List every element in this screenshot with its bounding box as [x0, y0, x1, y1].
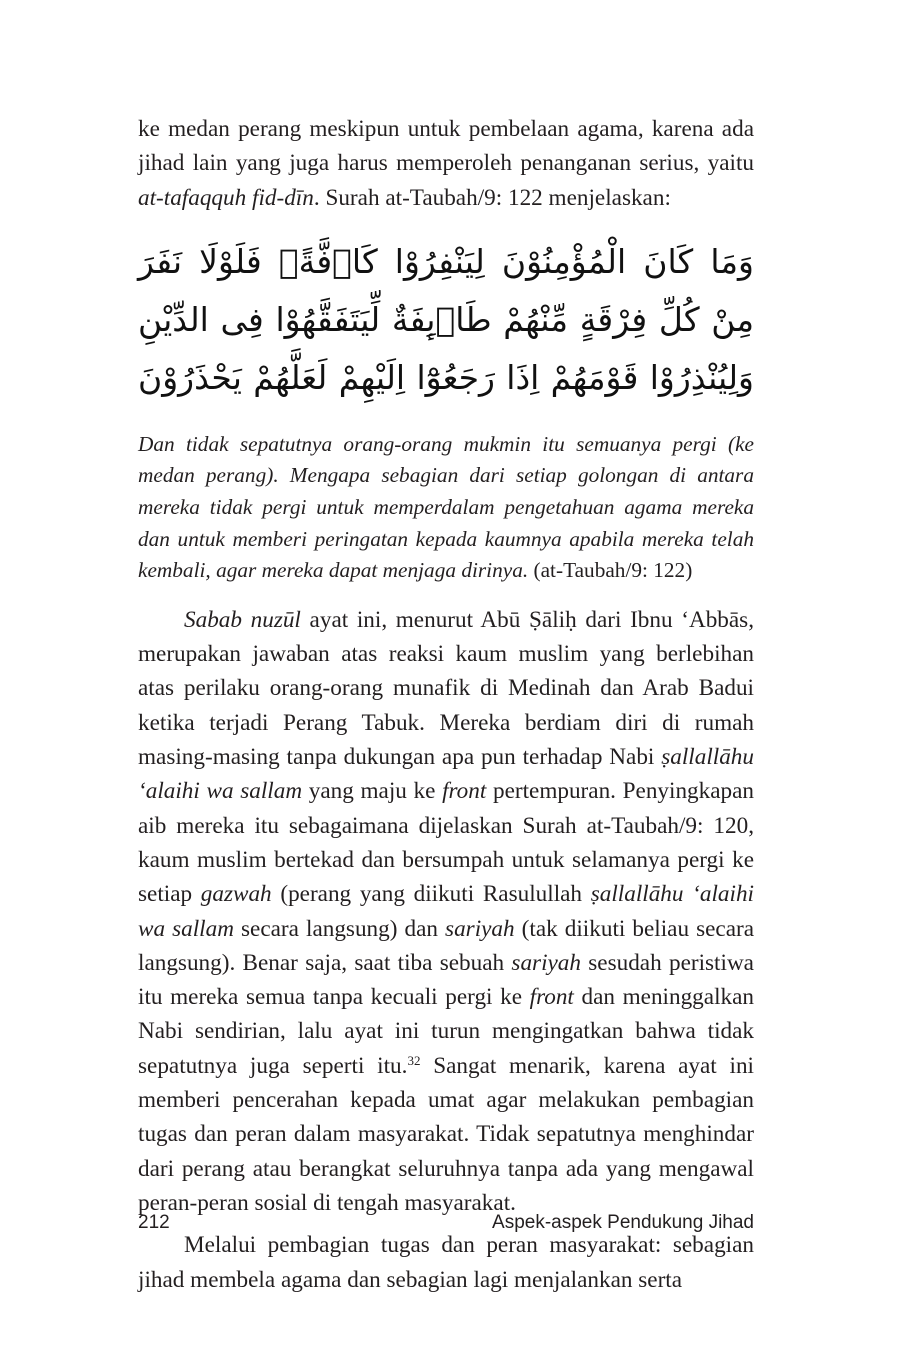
- intro-text-2: . Surah at-Taubah/9: 122 menjelaskan:: [313, 184, 671, 211]
- text-run: dan meninggalkan Nabi sendirian, lalu ayat ini turun mengingatkan bahwa tidak sepatutnya juga seperti itu.: [138, 984, 754, 1079]
- footnote-marker: 32: [407, 1052, 421, 1068]
- translation-reference: (at-Taubah/9: 122): [528, 558, 693, 583]
- text-run: secara langsung) dan: [233, 915, 446, 942]
- running-title: Aspek-aspek Pendukung Jihad: [492, 1212, 754, 1233]
- term: gazwah: [200, 881, 272, 908]
- verse-translation: [138, 429, 754, 587]
- page-footer: [138, 1212, 754, 1242]
- text-run: ayat ini, menurut Abū Ṣāliḥ dari Ibnu ‘Abbās, merupakan jawaban atas reaksi kaum muslim yang berlebihan atas perilaku orang-orang munafik di Medinah dan Arab Badui ketika terjadi Perang Tabuk. Mereka berdiam diri di rumah masing-masing tanpa dukungan apa pun terhadap Nabi: [138, 606, 755, 771]
- text-run: (perang yang diikuti Rasulullah: [271, 881, 591, 908]
- text-run: (tak diikuti beliau secara langsung). Benar saja, saat tiba sebuah: [138, 915, 755, 976]
- page-body: [138, 112, 754, 1297]
- term: ṣallallāhu ‘alaihi wa sallam: [138, 881, 754, 942]
- intro-text-1: ke medan perang meskipun untuk pembelaan agama, karena ada jihad lain yang juga harus memperoleh penanganan serius, yaitu: [138, 116, 754, 177]
- sabab-nuzul-paragraph: [138, 603, 754, 1220]
- intro-term: at-tafaqquh fid-dīn: [138, 184, 314, 211]
- term: sariyah: [511, 949, 581, 976]
- term: Sabab nuzūl: [184, 606, 301, 633]
- text-run: yang maju ke: [302, 778, 443, 805]
- term: ṣallallāhu ‘alaihi wa sallam: [138, 744, 754, 805]
- term: sariyah: [445, 915, 515, 942]
- translation-text: Dan tidak sepatutnya orang-orang mukmin itu semuanya pergi (ke medan perang). Mengapa sebagian dari setiap golongan di antara mereka tidak pergi untuk memperdalam pengetahuan agama mereka dan untuk memberi peringatan kepada kaumnya apabila mereka telah kembali, agar mereka dapat menjaga dirinya.: [138, 431, 754, 583]
- term: front: [442, 778, 487, 805]
- arabic-verse: وَمَا كَانَ الْمُؤْمِنُوْنَ لِيَنْفِرُوْا كَاۤفَّةًۗ فَلَوْلَا نَفَرَ مِنْ كُلِّ فِرْقَةٍ مِّنْهُمْ طَاۤىِٕفَةٌ لِّيَتَفَقَّهُوْا فِى الدِّيْنِ وَلِيُنْذِرُوْا قَوْمَهُمْ اِذَا رَجَعُوْٓا اِلَيْهِمْ لَعَلَّهُمْ يَحْذَرُوْنَ: [138, 241, 754, 397]
- closing-paragraph: Melalui pembagian tugas dan peran masyarakat: sebagian jihad membela agama dan sebagian lagi menjalankan serta: [138, 1232, 754, 1293]
- text-run: pertempuran. Penyingkapan aib mereka itu sebagaimana dijelaskan Surah at-Taubah/9: 120, kaum muslim bertekad dan bersumpah untuk selamanya pergi ke setiap: [138, 778, 755, 908]
- page-number: 212: [138, 1212, 170, 1233]
- text-run: sesudah peristiwa itu mereka semua tanpa kecuali pergi ke: [138, 949, 754, 1011]
- text-run: Sangat menarik, karena ayat ini memberi pencerahan kepada umat agar melakukan pembagian tugas dan peran dalam masyarakat. Tidak sepatutnya menghindar dari perang atau berangkat seluruhnya tanpa ada yang mengawal peran-peran sosial di tengah masyarakat.: [138, 1052, 754, 1216]
- intro-paragraph: [138, 112, 754, 215]
- term: front: [529, 984, 574, 1011]
